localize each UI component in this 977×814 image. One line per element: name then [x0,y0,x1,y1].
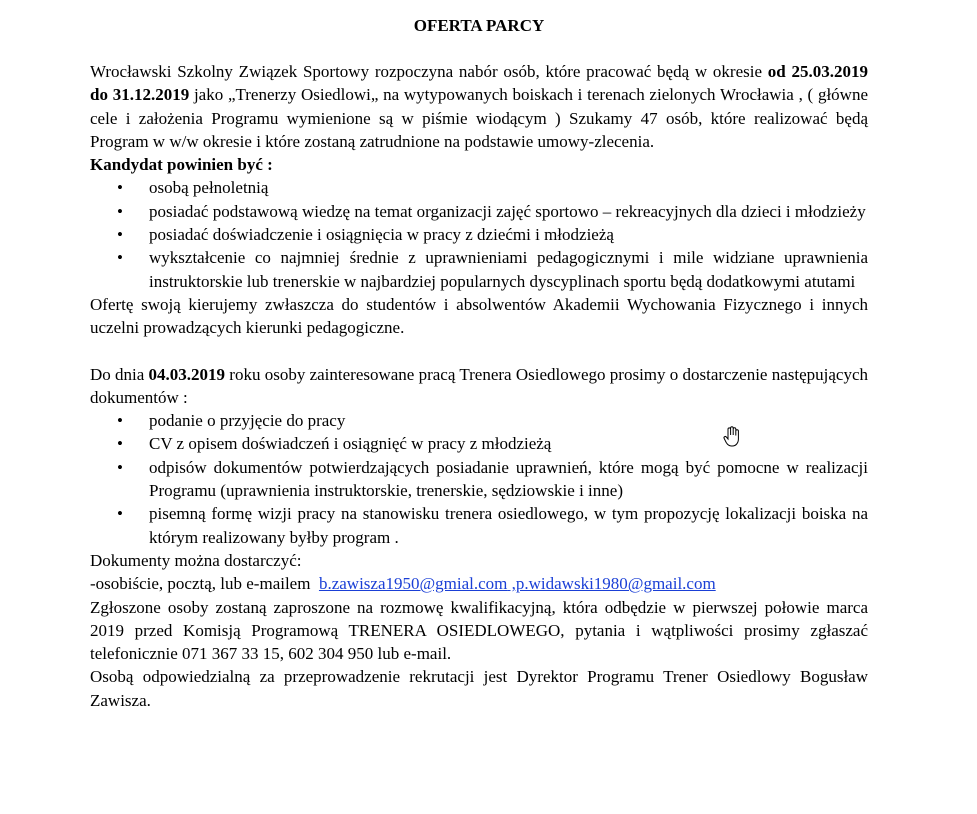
delivery-prefix: -osobiście, pocztą, lub e-mailem [90,574,319,594]
list-item: • podanie o przyjęcie do pracy [90,409,868,432]
list-item: • wykształcenie co najmniej średnie z uprawnieniami pedagogicznymi i mile widziane uprawnienia instruktorskie lub trenerskie w najbardziej popularnych dyscyplinach sportu będą dodatkowymi atutami [90,246,868,293]
documents-list [90,409,868,549]
deadline-text-1: Do dnia [90,364,149,384]
email-link-widawski[interactable]: p.widawski1980@gmail.com [515,574,716,594]
email-link-zawisza[interactable]: b.zawisza1950@gmial.com [318,574,508,594]
list-item: • pisemną formę wizji pracy na stanowisku trenera osiedlowego, w tym propozycję lokalizacji boiska na którym realizowany byłby program . [90,502,868,549]
list-item: • odpisów dokumentów potwierdzających posiadanie uprawnień, które mogą być pomocne w realizacji Programu (uprawnienia instruktorskie, trenerskie, sędziowskie i inne) [90,456,868,503]
list-item: • posiadać doświadczenie i osiągnięcia w pracy z dziećmi i młodzieżą [90,223,868,246]
list-item: • CV z opisem doświadczeń i osiągnięć w pracy z młodzieżą [90,432,868,455]
email-separator: , [507,574,516,594]
employment-period: od 25.03.2019 do 31.12.2019 [90,62,868,105]
delivery-heading: Dokumenty można dostarczyć: [90,550,302,570]
deadline-date: 04.03.2019 [148,364,226,384]
delivery-line [90,572,868,595]
responsible-paragraph: Osobą odpowiedzialną za przeprowadzenie rekrutacji jest Dyrektor Programu Trener Osiedlowy Bogusław Zawisza. [90,667,868,710]
intro-paragraph [90,60,868,153]
deadline-paragraph [90,363,868,410]
requirements-list [90,176,868,292]
deadline-text-2: roku osoby zainteresowane pracą Trenera Osiedlowego prosimy o dostarczenie następujących dokumentów : [90,364,869,407]
hand-cursor-icon [722,426,742,448]
offer-note: Ofertę swoją kierujemy zwłaszcza do studentów i absolwentów Akademii Wychowania Fizycznego i innych uczelni prowadzących kierunki pedagogiczne. [90,294,868,338]
intro-text-2: jako „Trenerzy Osiedlowi„ na wytypowanych boiskach i terenach zielonych Wrocławia , ( główne cele i założenia Programu wymienione są w piśmie wiodącym ) Szukamy 47 osób, które realizować będą Program w w/w okresie i które zostaną zatrudnione na podstawie umowy-zlecenia. [90,85,868,151]
document-page [90,0,868,712]
document-title: OFERTA PARCY [413,16,545,35]
intro-text-1: Wrocławski Szkolny Związek Sportowy rozpoczyna nabór osób, które pracować będą w okresie [90,62,768,81]
candidate-heading: Kandydat powinien być : [90,155,273,175]
list-item: • posiadać podstawową wiedzę na temat organizacji zajęć sportowo – rekreacyjnych dla dzieci i młodzieży [90,200,868,223]
list-item: • osobą pełnoletnią [90,176,868,199]
interview-paragraph: Zgłoszone osoby zostaną zaproszone na rozmowę kwalifikacyjną, która odbędzie w pierwszej połowie marca 2019 przed Komisją Programową TRENERA OSIEDLOWEGO, pytania i wątpliwości prosimy zgłaszać telefonicznie 071 367 33 15, 602 304 950 lub e-mail. [90,597,868,664]
